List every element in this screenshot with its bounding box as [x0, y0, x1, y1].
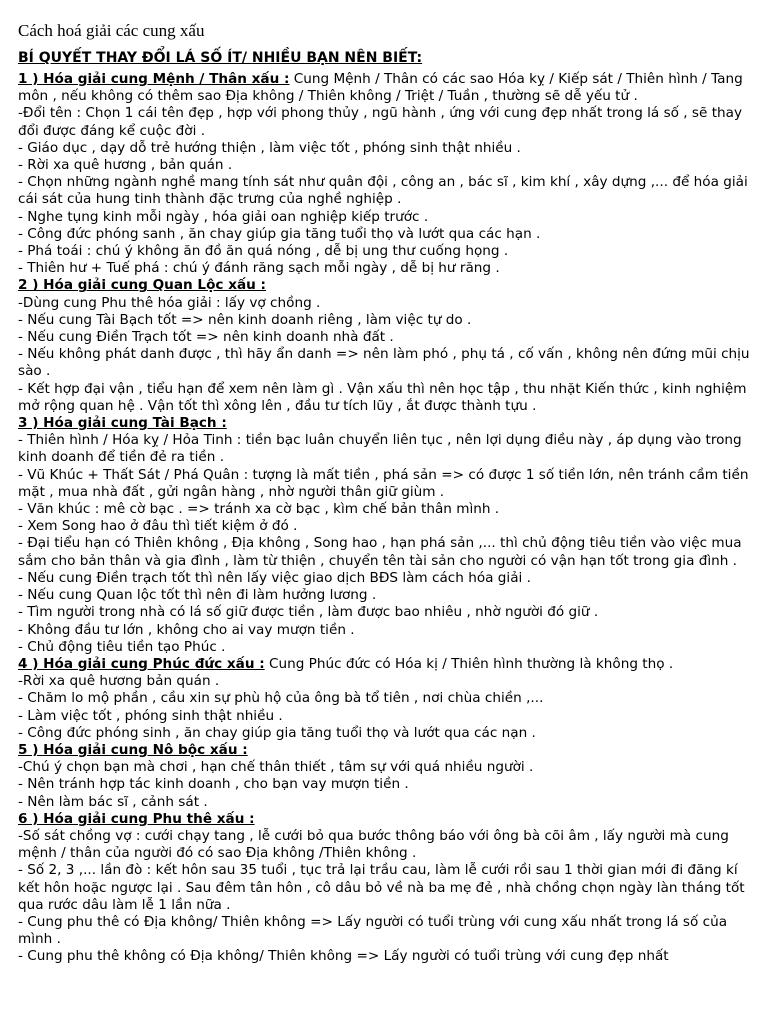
section-2	[18, 277, 750, 415]
body-line: -Rời xa quê hương bản quán .	[18, 673, 220, 690]
body-line: - Văn khúc : mê cờ bạc . => tránh xa cờ bạc , kìm chế bản thân mình .	[18, 501, 500, 518]
section-heading: 6 ) Hóa giải cung Phu thê xấu :	[18, 810, 255, 827]
body-line: - Số 2, 3 ,... lần đò : kết hôn sau 35 tuổi , tục trả lại trầu cau, làm lễ cưới rồi sau 1 thời gian mới đi đăng kí kết hôn hoặc ngược lại . Sau đêm tân hôn , cô dâu bỏ về nà ba mẹ đẻ , nhà chồng chọn ngày làn tháng tốt qua rước dâu làm lễ 1 lần nữa .	[18, 862, 745, 913]
section-heading-line	[18, 71, 750, 105]
body-line: - Đại tiểu hạn có Thiên không , Địa không , Song hao , hạn phá sản ,... thì chủ động tiêu tiền vào việc mua sắm cho bản thân và gia đình , làm từ thiện , chuyển tên tài sản cho người có vận hạn tốt trong gia đình .	[18, 535, 742, 569]
section-heading-line	[18, 811, 750, 828]
document-title: Cách hoá giải các cung xấu	[18, 21, 205, 40]
body-line: - Nên làm bác sĩ , cảnh sát .	[18, 793, 208, 810]
body-line: - Làm việc tốt , phóng sinh thật nhiều .	[18, 707, 283, 724]
body-line: -Số sát chồng vợ : cưới chạy tang , lễ cưới bỏ qua bước thông báo với ông bà cõi âm , lấy người mà cung mệnh / thân của người đó có sao Địa không /Thiên không .	[18, 827, 729, 862]
section-heading-line	[18, 277, 750, 294]
section-heading: 3 ) Hóa giải cung Tài Bạch :	[18, 415, 227, 432]
body-line: - Nếu không phát danh được , thì hãy ẩn danh => nên làm phó , phụ tá , cố vấn , không nên đứng mũi chịu sào .	[18, 346, 750, 380]
body-line: -Dùng cung Phu thê hóa giải : lấy vợ chồng .	[18, 294, 321, 311]
body-line: - Cung phu thê có Địa không/ Thiên không => Lấy người có tuổi trùng với cung xấu nhất trong lá số của mình .	[18, 913, 728, 948]
section-intro: Cung Mệnh / Thân có các sao Hóa kỵ / Kiếp sát / Thiên hình / Tang môn , nếu không có thêm sao Địa không / Thiên không / Triệt / Tuần , thường sẽ dễ yếu tử .	[18, 71, 743, 105]
section-heading-line	[18, 415, 750, 432]
document-subtitle: BÍ QUYẾT THAY ĐỔI LÁ SỐ ÍT/ NHIỀU BẠN NÊN BIẾT:	[18, 50, 423, 66]
body-line: -Chú ý chọn bạn mà chơi , hạn chế thân thiết , tâm sự với quá nhiều người .	[18, 759, 534, 776]
section-6	[18, 811, 750, 966]
body-line: - Thiên hư + Tuế phá : chú ý đánh răng sạch mỗi ngày , dễ bị hư răng .	[18, 260, 500, 277]
body-line: - Nếu cung Quan lộc tốt thì nên đi làm hưởng lương .	[18, 587, 377, 604]
body-line: - Nếu cung Điền Trạch tốt => nên kinh doanh nhà đất .	[18, 329, 394, 346]
body-line: - Phá toái : chú ý không ăn đồ ăn quá nóng , dễ bị ung thư cuống họng .	[18, 243, 509, 260]
section-heading: 4 ) Hóa giải cung Phúc đức xấu :	[18, 655, 265, 672]
section-5	[18, 742, 750, 811]
body-line: - Xem Song hao ở đâu thì tiết kiệm ở đó .	[18, 518, 298, 535]
body-line: - Vũ Khúc + Thất Sát / Phá Quân : tượng là mất tiền , phá sản => có được 1 số tiền lớn, nên tránh cầm tiền mặt , mua nhà đất , gửi ngân hàng , nhờ người thân giữ giùm .	[18, 466, 749, 500]
body-line: -Đổi tên : Chọn 1 cái tên đẹp , hợp với phong thủy , ngũ hành , ứng với cung đẹp nhất trong lá số , sẽ thay đổi được đáng kể cuộc đời .	[18, 105, 743, 139]
section-3	[18, 415, 750, 656]
body-line: - Không đầu tư lớn , không cho ai vay mượn tiền .	[18, 621, 355, 638]
body-line: - Rời xa quê hương , bản quán .	[18, 157, 233, 174]
body-line: - Nếu cung Điền trạch tốt thì nên lấy việc giao dịch BĐS làm cách hóa giải .	[18, 569, 531, 586]
body-line: - Thiên hình / Hóa kỵ / Hỏa Tinh : tiền bạc luân chuyển liên tục , nên lợi dụng điều này , áp dụng vào trong kinh doanh để tiền đẻ ra tiền .	[18, 432, 742, 466]
section-intro: Cung Phúc đức có Hóa kị / Thiên hình thường là không thọ .	[264, 655, 674, 672]
document-body	[18, 71, 750, 966]
section-heading: 2 ) Hóa giải cung Quan Lộc xấu :	[18, 277, 266, 294]
body-line: - Nghe tụng kinh mỗi ngày , hóa giải oan nghiệp kiếp trước .	[18, 208, 429, 225]
body-line: - Chọn những ngành nghề mang tính sát như quân đội , công an , bác sĩ , kim khí , xây dựng ,... để hóa giải cái sát của hung tinh thành đặc trưng của nghề nghiệp .	[18, 174, 748, 208]
section-1	[18, 71, 750, 277]
section-4	[18, 656, 750, 742]
section-heading-line	[18, 742, 750, 759]
body-line: - Cung phu thê không có Địa không/ Thiên không => Lấy người có tuổi trùng với cung đẹp nhất	[18, 948, 669, 965]
body-line: - Chăm lo mộ phần , cầu xin sự phù hộ của ông bà tổ tiên , nơi chùa chiền ,...	[18, 690, 544, 707]
section-heading-line	[18, 656, 750, 673]
body-line: - Giáo dục , dạy dỗ trẻ hướng thiện , làm việc tốt , phóng sinh thật nhiều .	[18, 139, 521, 156]
section-heading: 1 ) Hóa giải cung Mệnh / Thân xấu :	[18, 71, 290, 87]
section-heading: 5 ) Hóa giải cung Nô bộc xấu :	[18, 741, 248, 758]
body-line: - Nên tránh hợp tác kinh doanh , cho bạn vay mượn tiền .	[18, 776, 409, 793]
body-line: - Tìm người trong nhà có lá số giữ được tiền , làm được bao nhiêu , nhờ người đó giữ .	[18, 604, 599, 621]
body-line: - Kết hợp đại vận , tiểu hạn để xem nên làm gì . Vận xấu thì nên học tập , thu nhặt Kiến thức , kinh nghiệm mở rộng quan hệ . Vận tốt thì xông lên , đầu tư tích lũy , ắt được thành tựu .	[18, 380, 747, 414]
body-line: - Công đức phóng sinh , ăn chay giúp gia tăng tuổi thọ và lướt qua các nạn .	[18, 724, 536, 741]
body-line: - Nếu cung Tài Bạch tốt => nên kinh doanh riêng , làm việc tự do .	[18, 311, 472, 328]
body-line: - Công đức phóng sanh , ăn chay giúp gia tăng tuổi thọ và lướt qua các hạn .	[18, 225, 541, 242]
body-line: - Chủ động tiêu tiền tạo Phúc .	[18, 638, 226, 655]
